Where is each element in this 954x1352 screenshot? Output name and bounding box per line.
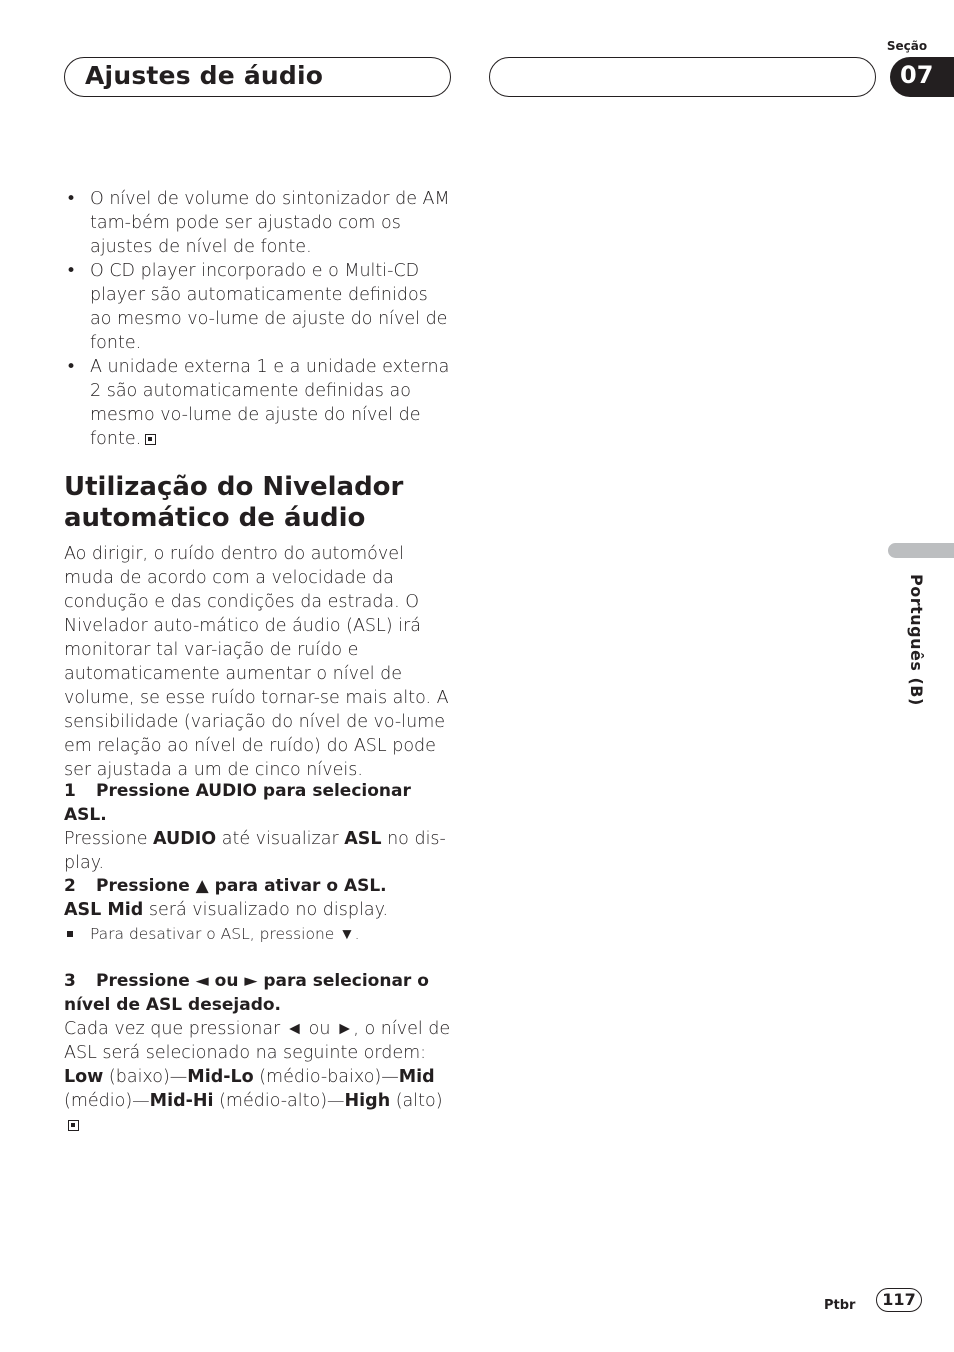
step-3 (64, 969, 456, 1137)
list-item: • O nível de volume do sintonizador de AM tam-bém pode ser ajustado com os ajustes de nível de fonte. (66, 189, 450, 257)
section-heading: Utilização do Nivelador automático de áudio (64, 472, 404, 533)
language-tab-marker (888, 543, 954, 558)
intro-paragraph: Ao dirigir, o ruído dentro do automóvel muda de acordo com a velocidade da condução e das condições da estrada. O Nivelador auto-mático de áudio (ASL) irá monitorar tal var-iação de ruído e automaticamente aumentar o nível de volume, se esse ruído tornar-se mais alto. A sensibilidade (variação do nível de vo-lume em relação ao nível de ruído) do ASL pode ser ajustada a um de cinco níveis. (64, 544, 449, 780)
bullet-icon: • (66, 261, 77, 281)
bullet-icon: • (66, 357, 77, 377)
step-body: ASL Mid será visualizado no display. (64, 900, 389, 920)
step-title: 2 Pressione ▲ para ativar o ASL. (64, 876, 387, 896)
list-item: • A unidade externa 1 e a unidade externa 2 são automaticamente definidas ao mesmo vo-lume de ajuste do nível de fonte. (66, 357, 450, 449)
step-body: Pressione AUDIO até visualizar ASL no dis-play. (64, 829, 446, 873)
asl-level-order: Low (baixo)—Mid-Lo (médio-baixo)—Mid (médio)—Mid-Hi (médio-alto)—High (alto) (64, 1065, 456, 1137)
note-square-icon (67, 931, 73, 937)
section-number-badge: 07 (890, 57, 954, 97)
chapter-title-frame (64, 57, 451, 97)
section-label: Seção (886, 39, 928, 53)
footer-language-code: Ptbr (824, 1298, 856, 1313)
bullet-list (64, 187, 454, 451)
step-1 (64, 779, 456, 875)
bullet-icon: • (66, 189, 77, 209)
step-note: Para desativar o ASL, pressione ▼. (64, 922, 456, 946)
header-blank-frame (489, 57, 876, 97)
step-title: 3 Pressione ◄ ou ► para selecionar o nível de ASL desejado. (64, 971, 429, 1015)
language-label: Português (B) (907, 574, 926, 706)
step-2 (64, 874, 456, 946)
end-mark-icon (145, 434, 156, 445)
step-body: Cada vez que pressionar ◄ ou ►, o nível de ASL será selecionado na seguinte ordem: (64, 1019, 451, 1063)
page-number: 117 (876, 1288, 922, 1312)
chapter-title: Ajustes de áudio (85, 61, 324, 90)
list-item: • O CD player incorporado e o Multi-CD player são automaticamente definidos ao mesmo vo-lume de ajuste do nível de fonte. (66, 261, 448, 353)
step-title: 1 Pressione AUDIO para selecionar ASL. (64, 781, 411, 825)
end-mark-icon (68, 1120, 79, 1131)
